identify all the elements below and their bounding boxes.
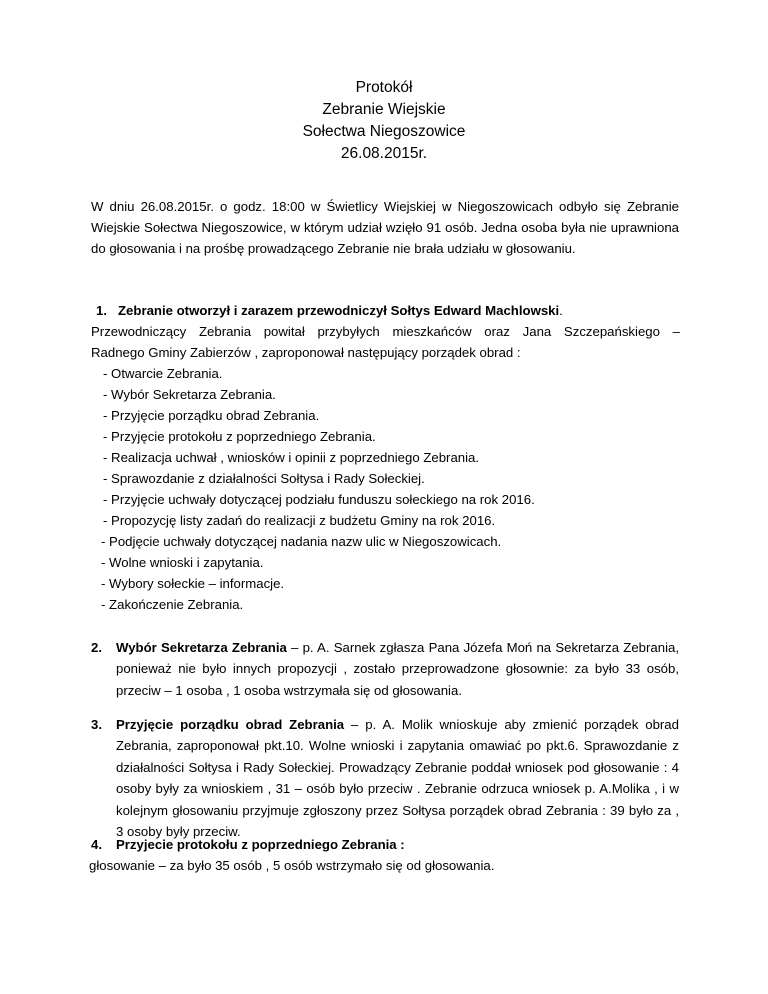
agenda-item: - Propozycję listy zadań do realizacji z budżetu Gminy na rok 2016. bbox=[103, 513, 496, 528]
section-4-heading bbox=[116, 834, 405, 855]
agenda-item: - Wybory sołeckie – informacje. bbox=[101, 576, 285, 591]
agenda-item: - Zakończenie Zebrania. bbox=[101, 597, 244, 612]
agenda-item: - Przyjęcie protokołu z poprzedniego Zebrania. bbox=[103, 429, 376, 444]
agenda-item: - Wybór Sekretarza Zebrania. bbox=[103, 387, 276, 402]
section-3-text: – p. A. Molik wnioskuje aby zmienić porządek obrad Zebrania, zaproponował pkt.10. Wolne wnioski i zapytania omawiać po pkt.6. Sprawozdanie z działalności Sołtysa i Rady Sołeckiej. Prowadzący Zebranie poddał wniosek pod głosowanie : 4 osoby były za wnioskiem , 31 – osób było przeciw . Zebranie odrzuca wniosek p. A.Molika , i w kolejnym głosowaniu przyjmuje zgłoszony przez Sołtysa porządek obrad Zebrania : 39 było za , 3 osoby były przeciw. bbox=[116, 717, 679, 840]
document-village: Sołectwa Niegoszowice bbox=[302, 123, 466, 140]
document-date: 26.08.2015r. bbox=[340, 145, 428, 162]
section-3-heading: Przyjęcie porządku obrad Zebrania bbox=[116, 717, 345, 732]
agenda-item: - Otwarcie Zebrania. bbox=[103, 366, 223, 381]
section-2-number: 2. bbox=[91, 640, 102, 655]
section-1-heading-end: . bbox=[559, 303, 563, 318]
agenda-item: - Przyjęcie porządku obrad Zebrania. bbox=[103, 408, 320, 423]
section-4-heading-text: Przyjecie protokołu z poprzedniego Zebrania : bbox=[116, 837, 405, 852]
document-subtitle: Zebranie Wiejskie bbox=[322, 101, 446, 118]
section-1-number: 1. bbox=[96, 303, 107, 318]
section-1-heading bbox=[118, 300, 563, 321]
section-3-body bbox=[116, 714, 679, 842]
agenda-item: - Sprawozdanie z działalności Sołtysa i Rady Sołeckiej. bbox=[103, 471, 425, 486]
section-3-number: 3. bbox=[91, 717, 102, 732]
section-1-line-2: Radnego Gminy Zabierzów , zaproponował następujący porządek obrad : bbox=[91, 345, 521, 360]
intro-paragraph: W dniu 26.08.2015r. o godz. 18:00 w Świetlicy Wiejskiej w Niegoszowicach odbyło się Zebranie Wiejskie Sołectwa Niegoszowice, w którym udział wzięło 91 osób. Jedna osoba była nie uprawniona do głosowania i na prośbę prowadzącego Zebranie nie brała udziału w głosowaniu. bbox=[91, 199, 679, 257]
section-4-number: 4. bbox=[91, 837, 102, 852]
section-2-body bbox=[116, 637, 679, 701]
section-1-heading-text: Zebranie otworzył i zarazem przewodniczył Sołtys Edward Machlowski bbox=[118, 303, 560, 318]
section-2-text: – p. A. Sarnek zgłasza Pana Józefa Moń na Sekretarza Zebrania, ponieważ nie było innych propozycji , zostało przeprowadzone głosownie: za było 33 osób, przeciw – 1 osoba , 1 osoba wstrzymała się od głosowania. bbox=[116, 640, 679, 698]
agenda-item: - Wolne wnioski i zapytania. bbox=[101, 555, 264, 570]
agenda-item: - Podjęcie uchwały dotyczącej nadania nazw ulic w Niegoszowicach. bbox=[101, 534, 502, 549]
document-title: Protokół bbox=[355, 79, 413, 96]
section-1-line-1: Przewodniczący Zebrania powitał przybyłych mieszkańców oraz Jana Szczepańskiego – bbox=[91, 324, 680, 339]
section-2-heading: Wybór Sekretarza Zebrania bbox=[116, 640, 287, 655]
agenda-item: - Realizacja uchwał , wniosków i opinii z poprzedniego Zebrania. bbox=[103, 450, 480, 465]
section-4-text: głosowanie – za było 35 osób , 5 osób wstrzymało się od głosowania. bbox=[89, 858, 495, 873]
agenda-item: - Przyjęcie uchwały dotyczącej podziału funduszu sołeckiego na rok 2016. bbox=[103, 492, 535, 507]
